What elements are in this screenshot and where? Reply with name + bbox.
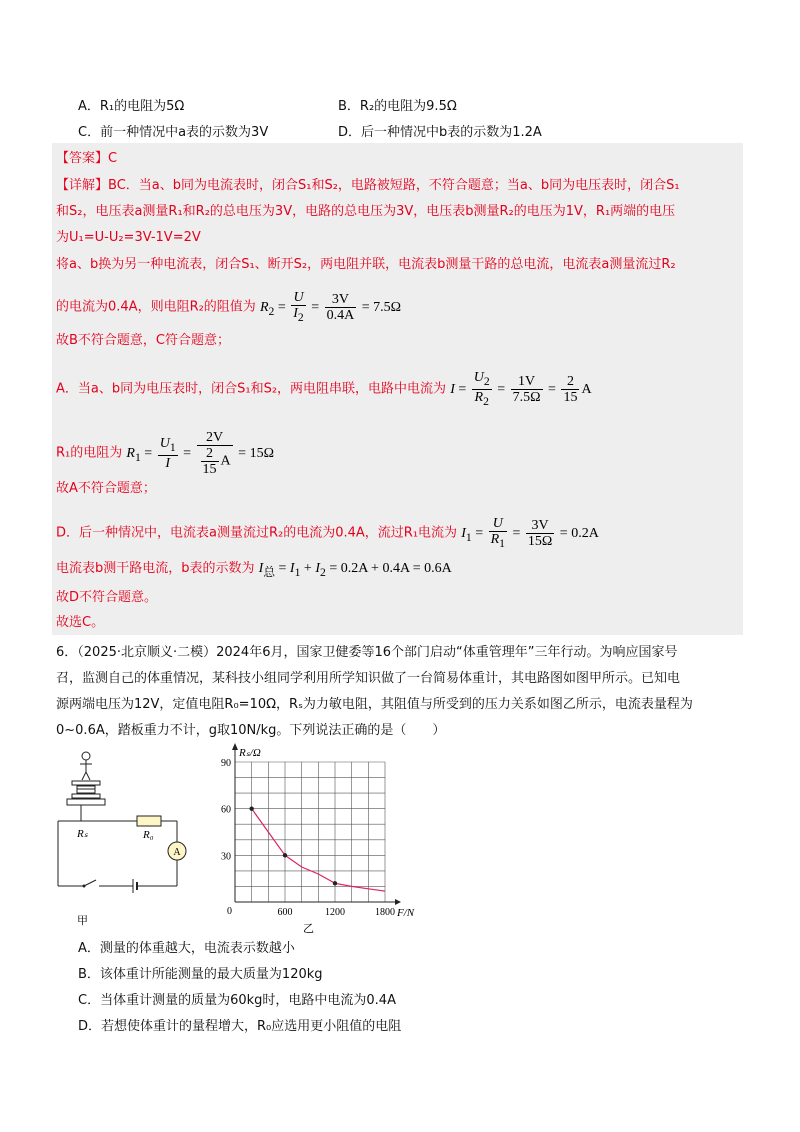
final-answer: 故选C。 <box>56 615 105 630</box>
x-tick-label: 1200 <box>325 907 345 918</box>
answer-a-text: A．当a、b同为电压表时，闭合S₁和S₂，两电阻串联，电路中电流为 <box>56 381 447 397</box>
answer-detail-5 <box>56 290 401 325</box>
force-sensor-rs <box>67 799 105 805</box>
answer-b-line <box>56 560 452 582</box>
question-6-line-3: 源两端电压为12V，定值电阻R₀=10Ω，Rₛ为力敏电阻，其阻值与所受到的压力关系如图乙所示，电流表量程为 <box>56 697 693 712</box>
option-b-top: B．R₂的电阻为9.5Ω <box>338 99 457 114</box>
y-tick-label: 60 <box>221 804 231 816</box>
plate-top <box>72 781 100 785</box>
ammeter-label: A <box>173 847 181 858</box>
formula-total: $I_总 = I_1 + I_2 = 0.2A + 0.4A = 0.6A$ <box>258 561 452 579</box>
graph-grid <box>235 762 385 902</box>
q6-option-a: A．测量的体重越大，电流表示数越小 <box>78 941 295 956</box>
conclusion-bc: 故B不符合题意，C符合题意； <box>56 333 230 348</box>
answer-detail-1: 【详解】BC．当a、b同为电流表时，闭合S₁和S₂，电路被短路，不符合题意；当a、b同为电压表时，闭合S₁ <box>56 178 680 193</box>
fig-yi-label: 乙 <box>303 923 314 935</box>
x-tick-label: 600 <box>277 907 293 918</box>
conclusion-d: 故D不符合题意。 <box>56 590 158 605</box>
resistor-r0 <box>137 816 161 826</box>
y-axis-label: Rₛ/Ω <box>239 747 261 759</box>
option-d-top: D．后一种情况中b表的示数为1.2A <box>338 125 542 140</box>
q6-option-c: C．当体重计测量的质量为60kg时，电路中电流为0.4A <box>78 993 396 1008</box>
answer-detail-2: 和S₂，电压表a测量R₁和R₂的总电压为3V，电路的总电压为3V，电压表b测量R₂的电压为1V，R₁两端的电压 <box>56 204 676 219</box>
tick-labels <box>221 758 395 918</box>
answer-r1-line <box>56 430 274 477</box>
formula-i1: $I_1$ = $\frac{U}{R_1}$ = $\frac{3V}{15\Omega}$ = 0.2A <box>461 516 599 550</box>
option-a-top: A．R₁的电阻为5Ω <box>78 99 185 114</box>
answer-a-line <box>56 370 592 409</box>
answer-r1-text: R₁的电阻为 <box>56 445 123 461</box>
conclusion-a: 故A不符合题意； <box>56 481 156 496</box>
answer-b-text: 电流表b测干路电流，b表的示数为 <box>56 561 255 576</box>
q6-option-b: B．该体重计所能测量的最大质量为120kg <box>78 967 323 982</box>
data-point <box>249 806 253 810</box>
formula-current: I = $\frac{U_2}{R_2}$ = $\frac{1V}{7.5\Omega}$ = $\frac{2}{15}$ A <box>450 370 592 408</box>
person-icon <box>80 752 92 780</box>
data-point <box>283 853 287 857</box>
r0-label: R₀ <box>143 829 154 841</box>
plate-bottom <box>72 794 100 798</box>
formula-r1: $R_1$ = $\frac{U_1}{I}$ = 2V $\frac{2}{15}$ A = 15Ω <box>126 430 274 477</box>
x-axis-label: F/N <box>397 907 415 919</box>
data-point <box>333 881 337 885</box>
y-tick-label: 30 <box>221 851 231 863</box>
origin-label: 0 <box>227 906 232 917</box>
question-6-line-4: 0~0.6A，踏板重力不计，g取10N/kg。下列说法正确的是（ ） <box>56 723 446 738</box>
y-axis-arrow <box>232 743 238 750</box>
marked-points <box>249 806 337 885</box>
answer-detail-4: 将a、b换为另一种电流表，闭合S₁、断开S₂，两电阻并联，电流表b测量干路的总电流，电流表a测量流过R₂ <box>56 257 676 272</box>
question-6-line-2: 召，监测自己的体重情况，某科技小组同学利用所学知识做了一台简易体重计，其电路图如图甲所示。已知电 <box>56 671 681 686</box>
x-axis-arrow <box>395 899 401 905</box>
y-tick-label: 90 <box>221 758 231 769</box>
answer-label: 【答案】C <box>56 151 118 166</box>
rs-force-graph <box>205 740 435 935</box>
question-6-line-1: 6．（2025·北京顺义·二模）2024年6月，国家卫健委等16个部门启动“体重管理年”三年行动。为响应国家号 <box>56 645 678 660</box>
answer-detail-3: 为U₁=U-U₂=3V-1V=2V <box>56 230 201 245</box>
formula-r2: $R_2$ = $\frac{U}{I_2}$ = $\frac{3V}{0.4A}$ = 7.5Ω <box>259 290 402 324</box>
option-c-top: C．前一种情况中a表的示数为3V <box>78 125 269 140</box>
q6-option-d: D．若想使体重计的量程增大，R₀应选用更小阻值的电阻 <box>78 1019 402 1034</box>
answer-d-text: D．后一种情况中，电流表a测量流过R₂的电流为0.4A，流过R₁电流为 <box>56 525 458 541</box>
answer-d-line <box>56 516 599 551</box>
rs-label: Rₛ <box>77 828 88 840</box>
circuit-diagram <box>55 746 190 931</box>
answer-detail-5-text: 的电流为0.4A，则电阻R₂的阻值为 <box>56 299 256 315</box>
fig-jia-label: 甲 <box>77 915 88 927</box>
x-tick-label: 1800 <box>375 907 395 918</box>
